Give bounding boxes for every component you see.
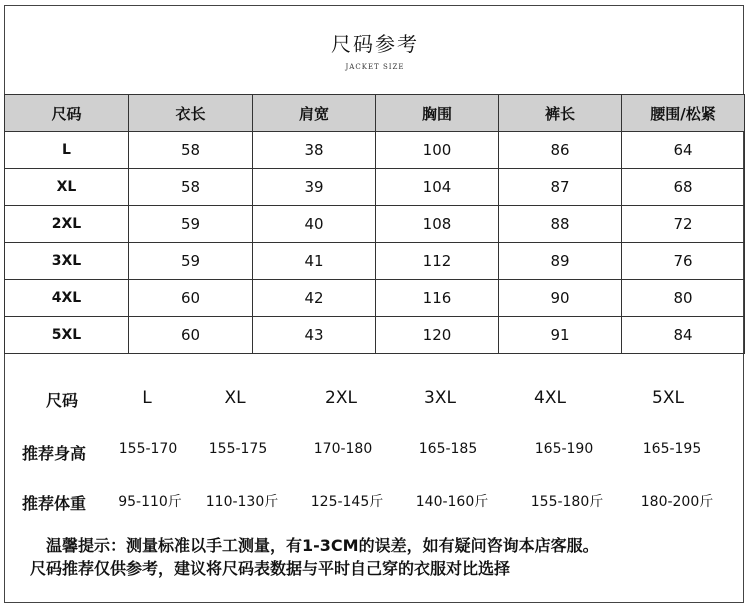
recommend-size: XL <box>224 388 246 408</box>
recommend-height: 155-170 <box>118 441 178 457</box>
recommend-weight: 125-145斤 <box>310 494 384 510</box>
table-cell: 84 <box>622 317 745 354</box>
recommend-height: 170-180 <box>313 441 373 457</box>
table-row <box>5 132 745 169</box>
table-header-row <box>5 95 745 132</box>
size-table <box>4 94 745 354</box>
recommend-height-row <box>0 441 750 469</box>
table-cell: 4XL <box>5 280 129 317</box>
table-cell: 88 <box>499 206 622 243</box>
table-row <box>5 243 745 280</box>
table-cell: 89 <box>499 243 622 280</box>
header-length: 衣长 <box>129 95 253 132</box>
table-cell: 41 <box>253 243 376 280</box>
table-cell: 2XL <box>5 206 129 243</box>
table-cell: 86 <box>499 132 622 169</box>
table-cell: XL <box>5 169 129 206</box>
table-cell: 60 <box>129 280 253 317</box>
page-title: 尺码参考 <box>331 32 419 56</box>
table-cell: 116 <box>376 280 499 317</box>
recommend-size: L <box>142 388 152 408</box>
table-cell: 39 <box>253 169 376 206</box>
table-cell: 43 <box>253 317 376 354</box>
table-cell: 5XL <box>5 317 129 354</box>
recommend-size: 2XL <box>325 388 357 408</box>
recommend-size: 5XL <box>652 388 684 408</box>
recommend-size: 3XL <box>424 388 456 408</box>
table-row <box>5 169 745 206</box>
recommend-height-label: 推荐身高 <box>22 444 87 463</box>
table-cell: 100 <box>376 132 499 169</box>
table-cell: 64 <box>622 132 745 169</box>
recommend-weight: 140-160斤 <box>415 494 489 510</box>
table-cell: 60 <box>129 317 253 354</box>
table-cell: 87 <box>499 169 622 206</box>
header-shoulder: 肩宽 <box>253 95 376 132</box>
table-cell: 58 <box>129 132 253 169</box>
table-cell: 80 <box>622 280 745 317</box>
recommend-size: 4XL <box>534 388 566 408</box>
table-cell: 72 <box>622 206 745 243</box>
recommend-height: 165-185 <box>418 441 478 457</box>
recommend-height: 165-190 <box>534 441 594 457</box>
title-block <box>0 28 750 71</box>
table-cell: L <box>5 132 129 169</box>
reference-note: 尺码推荐仅供参考，建议将尺码表数据与平时自己穿的衣服对比选择 <box>30 559 511 578</box>
recommend-weight-label: 推荐体重 <box>22 494 87 513</box>
recommend-size-label: 尺码 <box>46 391 79 410</box>
table-row <box>5 317 745 354</box>
recommend-weight: 155-180斤 <box>530 494 604 510</box>
recommend-weight: 180-200斤 <box>640 494 714 510</box>
table-cell: 59 <box>129 243 253 280</box>
table-cell: 108 <box>376 206 499 243</box>
table-row <box>5 206 745 243</box>
table-cell: 104 <box>376 169 499 206</box>
table-cell: 3XL <box>5 243 129 280</box>
table-cell: 91 <box>499 317 622 354</box>
page-subtitle: JACKET SIZE <box>345 63 405 71</box>
table-cell: 58 <box>129 169 253 206</box>
recommend-size-row <box>0 388 750 416</box>
table-cell: 120 <box>376 317 499 354</box>
recommend-height: 155-175 <box>208 441 268 457</box>
table-cell: 40 <box>253 206 376 243</box>
table-cell: 112 <box>376 243 499 280</box>
table-row <box>5 280 745 317</box>
tip-note: 温馨提示：测量标准以手工测量，有1-3CM的误差，如有疑问咨询本店客服。 <box>46 536 599 555</box>
recommend-height: 165-195 <box>642 441 702 457</box>
recommend-weight: 95-110斤 <box>118 494 182 510</box>
table-cell: 68 <box>622 169 745 206</box>
recommend-weight-row <box>0 491 750 519</box>
header-size: 尺码 <box>5 95 129 132</box>
header-pants-length: 裤长 <box>499 95 622 132</box>
table-cell: 38 <box>253 132 376 169</box>
header-waist: 腰围/松紧 <box>622 95 745 132</box>
table-cell: 42 <box>253 280 376 317</box>
recommend-weight: 110-130斤 <box>205 494 279 510</box>
table-cell: 59 <box>129 206 253 243</box>
table-cell: 76 <box>622 243 745 280</box>
header-chest: 胸围 <box>376 95 499 132</box>
table-cell: 90 <box>499 280 622 317</box>
